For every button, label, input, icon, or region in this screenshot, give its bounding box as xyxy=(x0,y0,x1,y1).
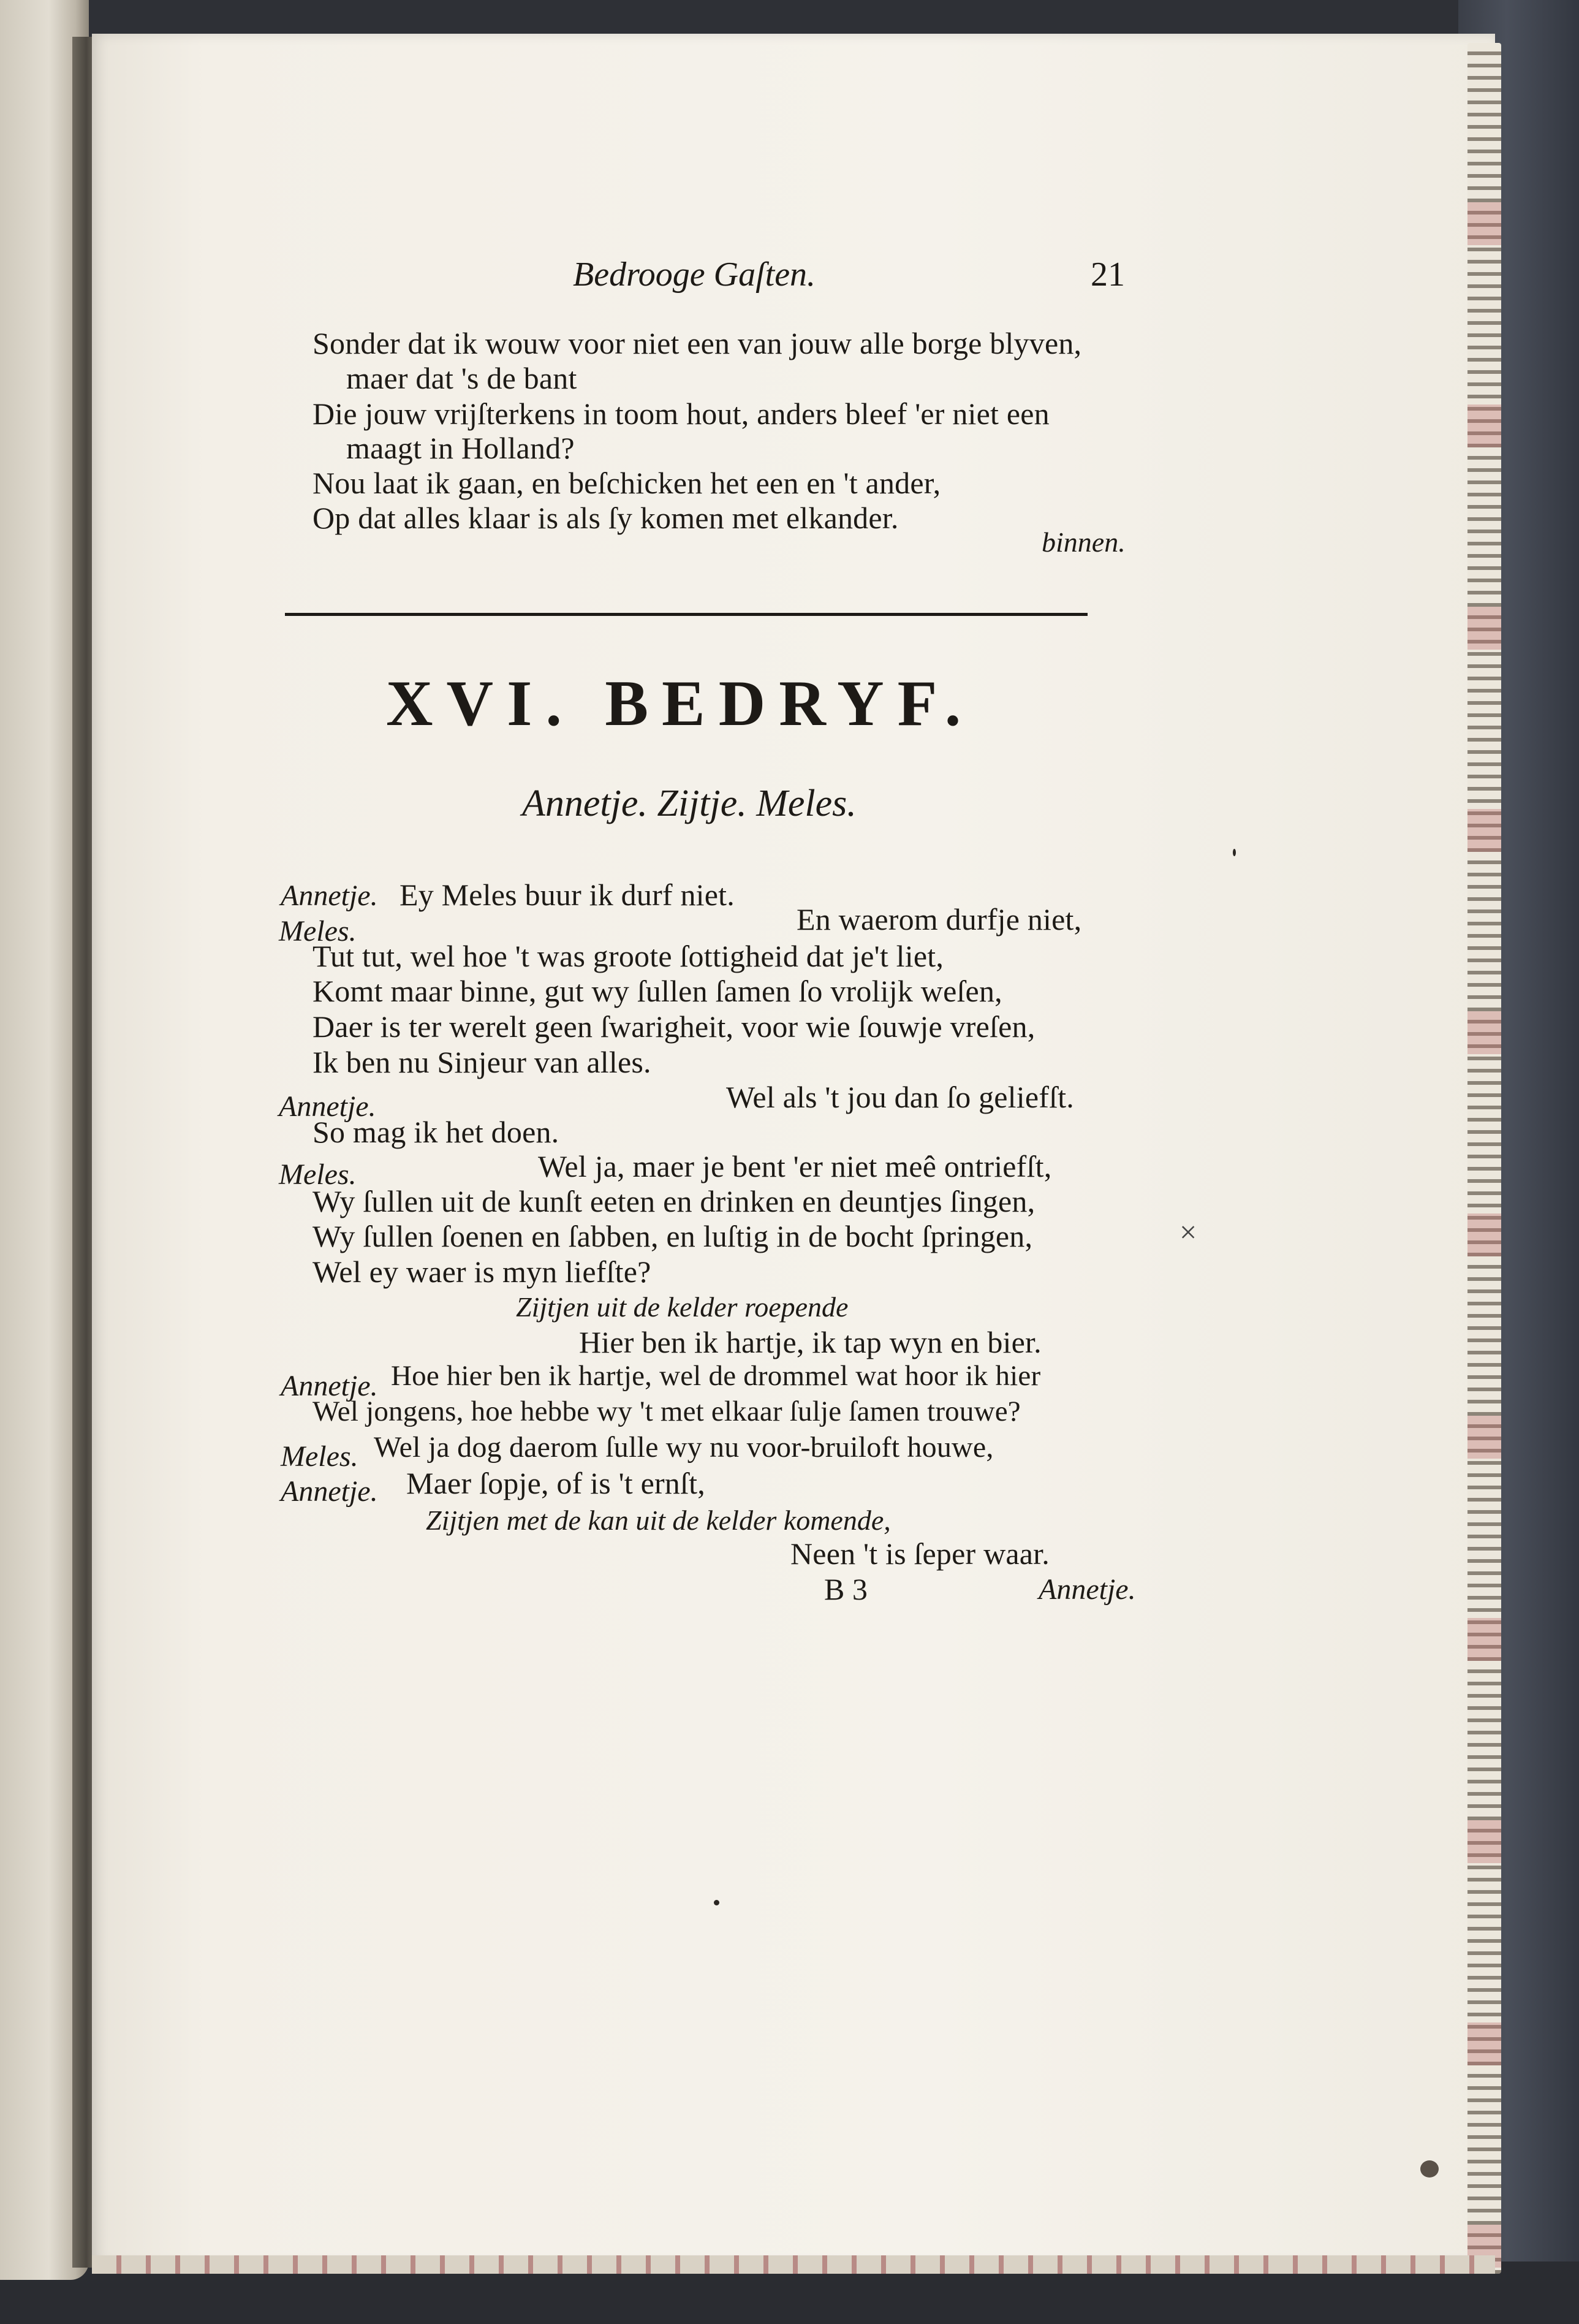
speaker-name: Meles. xyxy=(279,1158,357,1191)
verse-line: Nou laat ik gaan, en beſchicken het een en 't ander, xyxy=(312,466,941,500)
stage-direction: binnen. xyxy=(1042,526,1126,558)
verse-line: Wel ja, maer je bent 'er niet meê ontriefſt, xyxy=(538,1149,1052,1183)
verse-line: Hier ben ik hartje, ik tap wyn en bier. xyxy=(579,1325,1042,1359)
verse-line: Komt maar binne, gut wy ſullen ſamen ſo vrolijk weſen, xyxy=(312,974,1002,1008)
speaker-name: Meles. xyxy=(281,1440,358,1473)
verse-line: Wy ſullen ſoenen en ſabben, en luſtig in de bocht ſpringen, xyxy=(312,1219,1033,1253)
verse-line: Hoe hier ben ik hartje, wel de drommel wat hoor ik hier xyxy=(391,1360,1041,1392)
running-head: Bedrooge Gaſten. xyxy=(573,256,816,294)
verse-line: En waerom durfje niet, xyxy=(797,902,1082,936)
verse-line: Wel als 't jou dan ſo geliefſt. xyxy=(726,1080,1074,1114)
act-heading: XVI. BEDRYF. xyxy=(386,667,975,739)
pencil-mark: × xyxy=(1180,1215,1197,1249)
speaker-name: Annetje. xyxy=(281,1475,378,1508)
verse-line: Maer ſopje, of is 't ernſt, xyxy=(406,1466,705,1500)
section-rule xyxy=(285,613,1088,616)
verse-line: maer dat 's de bant xyxy=(346,361,577,395)
verse-line: Die jouw vrijſterkens in toom hout, anders bleef 'er niet een xyxy=(312,397,1050,431)
verse-line: Daer is ter werelt geen ſwarigheit, voor wie ſouwje vreſen, xyxy=(312,1009,1036,1044)
verse-line: Sonder dat ik wouw voor niet een van jouw alle borge blyven, xyxy=(312,326,1082,360)
stage-direction: Zijtjen met de kan uit de kelder komende, xyxy=(426,1505,891,1536)
verse-line: Wel jongens, hoe hebbe wy 't met elkaar ſulje ſamen trouwe? xyxy=(312,1396,1021,1427)
verse-line: Neen 't is ſeper waar. xyxy=(790,1536,1050,1571)
verse-line: Wy ſullen uit de kunſt eeten en drinken en deuntjes ſingen, xyxy=(312,1184,1036,1218)
verse-line: Wel ja dog daerom ſulle wy nu voor-bruiloft houwe, xyxy=(374,1431,994,1464)
verse-line: Ik ben nu Sinjeur van alles. xyxy=(312,1045,651,1079)
verse-line: So mag ik het doen. xyxy=(312,1115,559,1149)
ink-speck xyxy=(714,1900,719,1905)
speaker-name: Meles. xyxy=(279,915,357,947)
signature-mark: B 3 xyxy=(824,1572,868,1606)
speaker-name: Annetje. xyxy=(281,879,378,912)
verse-line: Ey Meles buur ik durf niet. xyxy=(399,878,735,912)
verse-line: Wel ey waer is myn liefſte? xyxy=(312,1255,651,1289)
marbled-page-edge xyxy=(1467,43,1501,2274)
catchword: Annetje. xyxy=(1039,1573,1136,1606)
verse-line: Op dat alles klaar is als ſy komen met elkander. xyxy=(312,501,899,535)
verse-line: Tut tut, wel hoe 't was groote ſottigheid dat je't liet, xyxy=(312,939,944,973)
ink-speck xyxy=(1420,2160,1439,2178)
page-number: 21 xyxy=(1091,256,1125,294)
speaker-name: Annetje. xyxy=(281,1370,378,1402)
ink-speck xyxy=(1233,849,1236,856)
page-bottom-edge xyxy=(92,2255,1495,2274)
verse-line: maagt in Holland? xyxy=(346,431,575,465)
stage-direction: Zijtjen uit de kelder roepende xyxy=(516,1291,849,1323)
scene-cast: Annetje. Zijtje. Meles. xyxy=(522,783,857,824)
speaker-name: Annetje. xyxy=(279,1090,376,1123)
